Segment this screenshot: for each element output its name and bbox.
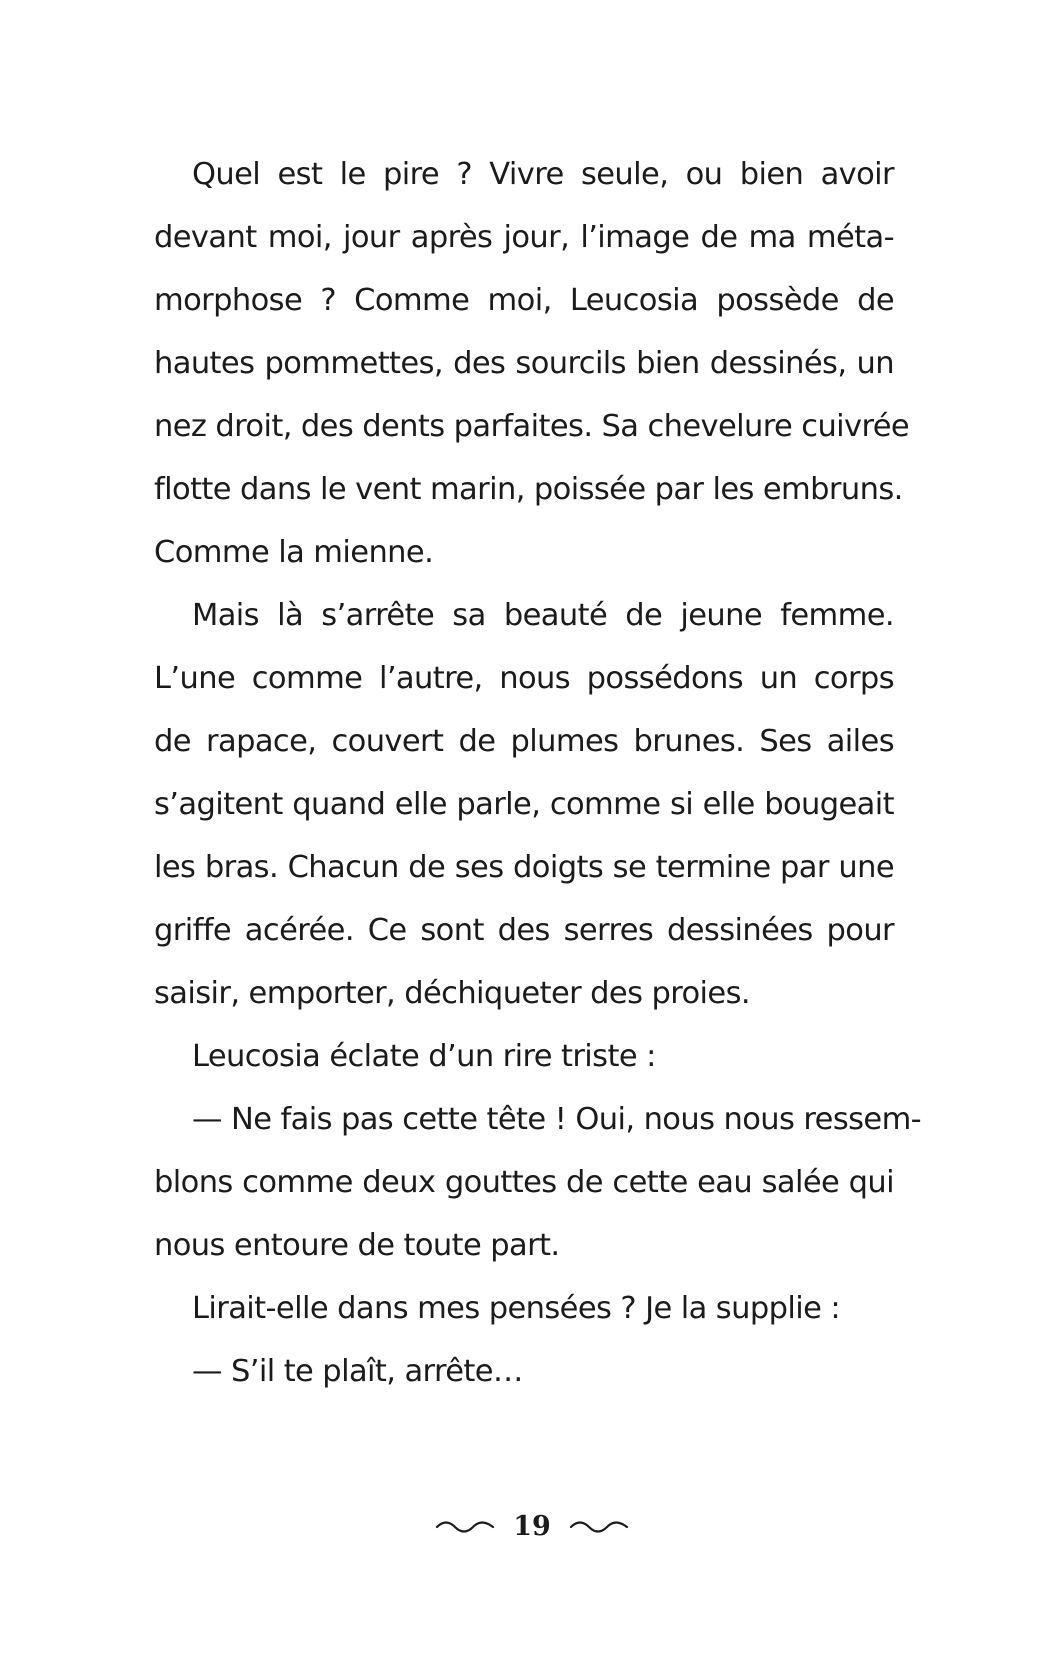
text-line: Leucosia éclate d’un rire triste : — [192, 1039, 656, 1074]
text-line: — Ne fais pas cette tête ! Oui, nous nous ressem- — [192, 1102, 922, 1137]
text-line: blons comme deux gouttes de cette eau salée qui — [154, 1165, 894, 1200]
text-line: Lirait-elle dans mes pensées ? Je la supplie : — [192, 1291, 841, 1326]
text-line: Mais là s’arrête sa beauté de jeune femme. — [192, 598, 894, 633]
text-line: — S’il te plaît, arrête… — [192, 1354, 523, 1389]
text-line: griffe acérée. Ce sont des serres dessinées pour — [154, 913, 894, 948]
text-line: L’une comme l’autre, nous possédons un corps — [154, 661, 894, 696]
page-footer — [0, 1507, 1064, 1547]
text-line: hautes pommettes, des sourcils bien dessinés, un — [154, 346, 894, 381]
page-number: 19 — [513, 1511, 551, 1542]
text-line: morphose ? Comme moi, Leucosia possède de — [154, 283, 894, 318]
text-line: de rapace, couvert de plumes brunes. Ses ailes — [154, 724, 894, 759]
wave-ornament-left-icon — [435, 1518, 495, 1536]
text-line: Comme la mienne. — [154, 535, 434, 570]
text-line: flotte dans le vent marin, poissée par les embruns. — [154, 472, 903, 507]
text-line: les bras. Chacun de ses doigts se termine par une — [154, 850, 894, 885]
text-line: devant moi, jour après jour, l’image de ma méta- — [154, 220, 894, 255]
text-line: saisir, emporter, déchiqueter des proies. — [154, 976, 750, 1011]
text-line: nous entoure de toute part. — [154, 1228, 560, 1263]
text-line: s’agitent quand elle parle, comme si elle bougeait — [154, 787, 894, 822]
text-line: nez droit, des dents parfaites. Sa chevelure cuivrée — [154, 409, 910, 444]
text-line: Quel est le pire ? Vivre seule, ou bien avoir — [192, 157, 894, 192]
body-text — [154, 143, 922, 1403]
wave-ornament-right-icon — [569, 1518, 629, 1536]
